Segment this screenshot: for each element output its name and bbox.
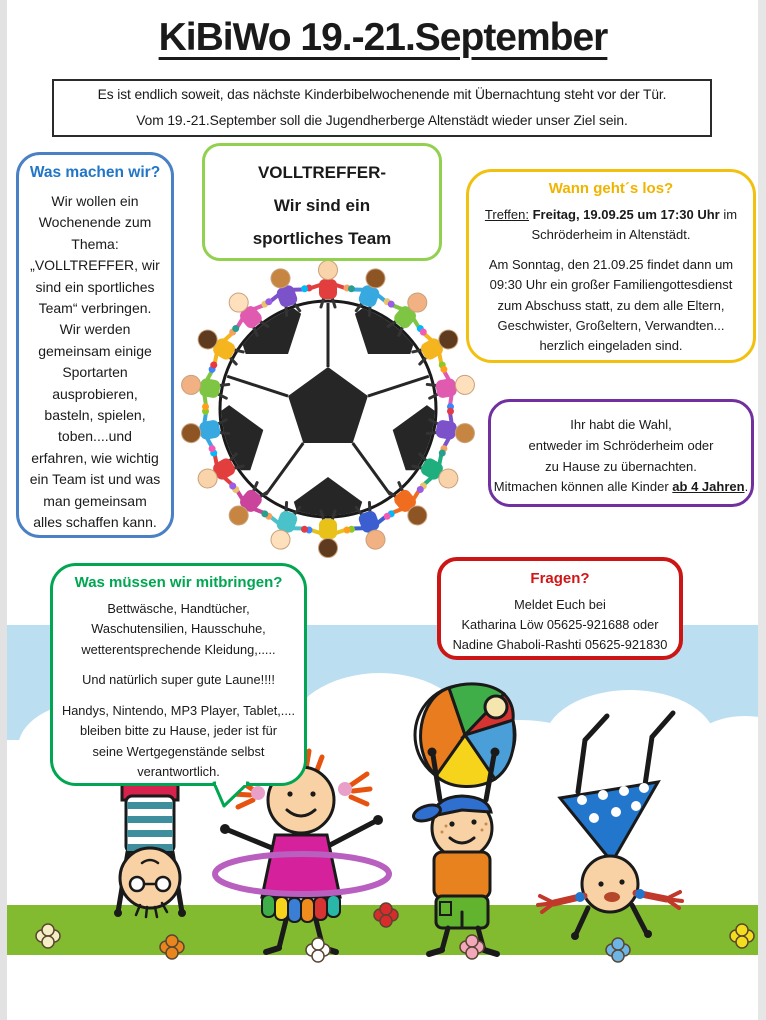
when-meet-line2: Schröderheim in Altenstädt.: [531, 227, 691, 243]
glasses-icon: [130, 877, 144, 891]
spacer: [59, 691, 298, 701]
bring-mood: Und natürlich super gute Laune!!!!: [82, 672, 275, 688]
choice-text: Ihr habt die Wahl, entweder im Schröderheim oder zu Hause zu übernachten.: [528, 417, 714, 474]
head: [120, 848, 180, 908]
intro-text: Es ist endlich soweit, das nächste Kinderbibelwochenende mit Übernachtung steht vor der Tür. Vom 19.-21.September soll die Jugendherberge Altenstädt wieder unser Ziel sein.: [97, 86, 667, 128]
bring-leave-home: Handys, Nintendo, MP3 Player, Tablet,.... bleiben bitte zu Hause, jeder ist für seine Wertgegenstände selbst verantwortlich.: [61, 702, 296, 780]
what-body: Wir wollen ein Wochenende zum Thema: „VOLLTREFFER, wir sind ein sportliches Team“ verbringen. Wir werden gemeinsam einige Sportarten ausprobieren, basteln, spielen, toben....und erfahren, wie wichtig ein Team ist und was man gemeinsam alles schaffen kann.: [29, 193, 161, 531]
when-heading: Wann geht´s los?: [548, 180, 674, 197]
bring-box-tail: [212, 781, 252, 809]
when-meet-line: Treffen: Freitag, 19.09.25 um 17:30 Uhr im: [484, 207, 738, 222]
questions-box: [437, 557, 683, 660]
soccer-ball-kids-illustration: [170, 260, 486, 558]
motto-text: VOLLTREFFER- Wir sind ein sportliches Team: [252, 163, 392, 249]
head: [582, 856, 638, 912]
questions-contacts: Meldet Euch bei Katharina Löw 05625-921688 oder Nadine Ghaboli-Rashti 05625-921830: [452, 597, 668, 652]
what-heading: Was machen wir?: [29, 164, 161, 181]
page-edge-left: [0, 0, 7, 1020]
page-edge-right: [758, 0, 766, 1020]
bring-box: [50, 563, 307, 786]
questions-heading: Fragen?: [530, 570, 590, 587]
what-box: [16, 152, 174, 538]
choice-box: [488, 399, 754, 507]
when-box: [466, 169, 756, 363]
choice-age-line: Mitmachen können alle Kinder ab 4 Jahren.: [493, 479, 749, 495]
when-sunday-text: Am Sonntag, den 21.09.25 findet dann um 09:30 Uhr ein großer Familiengottesdienst zum Abschuss statt, zu dem alle Eltern, Geschwister, Großeltern, Verwandten... herzlich eingeladen sind.: [488, 257, 734, 353]
bring-heading: Was müssen wir mitbringen?: [74, 574, 283, 591]
beach-ball-icon: [415, 684, 515, 787]
spacer: [59, 660, 298, 670]
motto-box: [202, 143, 442, 261]
bring-items: Bettwäsche, Handtücher, Waschutensilien, Hausschuhe, wetterentsprechende Kleidung,.....: [81, 601, 276, 657]
intro-box: [52, 79, 712, 137]
spacer: [479, 245, 743, 255]
page-title: KiBiWo 19.-21.September: [158, 16, 608, 59]
